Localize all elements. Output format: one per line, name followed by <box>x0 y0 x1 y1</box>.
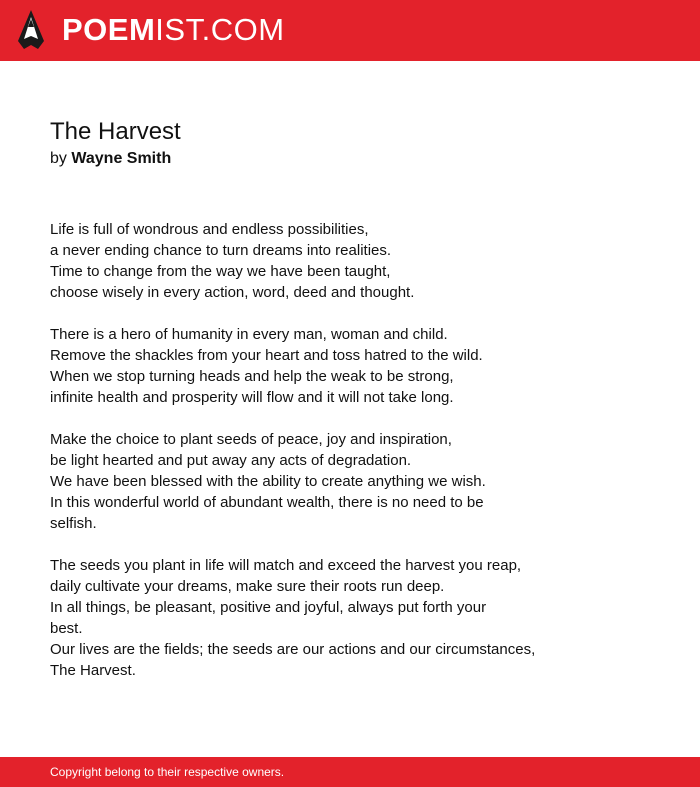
poem-line: In this wonderful world of abundant wealth, there is no need to be <box>50 494 484 511</box>
poem-line: daily cultivate your dreams, make sure their roots run deep. <box>50 578 445 595</box>
site-logo-text[interactable] <box>62 12 285 48</box>
brand-bold: POEM <box>62 12 156 47</box>
poem-line: In all things, be pleasant, positive and joyful, always put forth your <box>50 599 487 616</box>
poem-title: The Harvest <box>50 118 181 145</box>
poem-line: Time to change from the way we have been taught, <box>50 263 391 280</box>
poem-stanza <box>50 219 650 303</box>
site-header <box>0 0 700 61</box>
poem-line: We have been blessed with the ability to create anything we wish. <box>50 473 486 490</box>
pencil-tip-icon[interactable] <box>16 9 46 51</box>
by-label: by <box>50 150 67 167</box>
site-footer <box>0 757 700 787</box>
poem-line: Our lives are the fields; the seeds are our actions and our circumstances, <box>50 641 536 658</box>
poem-body <box>50 219 650 702</box>
copyright-notice: Copyright belong to their respective owners. <box>50 765 285 779</box>
poem-line: selfish. <box>50 515 97 532</box>
poem-line: Life is full of wondrous and endless possibilities, <box>50 221 369 238</box>
poem-stanza <box>50 555 650 681</box>
poem-byline <box>50 149 171 169</box>
poem-line: When we stop turning heads and help the weak to be strong, <box>50 368 454 385</box>
poem-line: a never ending chance to turn dreams into realities. <box>50 242 392 259</box>
poem-line: best. <box>50 620 83 637</box>
brand-light: IST.COM <box>155 12 285 47</box>
poem-line: Remove the shackles from your heart and toss hatred to the wild. <box>50 347 483 364</box>
poem-line: choose wisely in every action, word, deed and thought. <box>50 284 415 301</box>
poem-stanza <box>50 429 650 534</box>
poem-author: Wayne Smith <box>71 150 172 167</box>
poem-line: infinite health and prosperity will flow and it will not take long. <box>50 389 454 406</box>
poem-stanza <box>50 324 650 408</box>
poem-line: The seeds you plant in life will match and exceed the harvest you reap, <box>50 557 522 574</box>
poem-line: The Harvest. <box>50 662 136 679</box>
poem-line: There is a hero of humanity in every man, woman and child. <box>50 326 448 343</box>
poem-line: be light hearted and put away any acts of degradation. <box>50 452 412 469</box>
poem-line: Make the choice to plant seeds of peace, joy and inspiration, <box>50 431 452 448</box>
